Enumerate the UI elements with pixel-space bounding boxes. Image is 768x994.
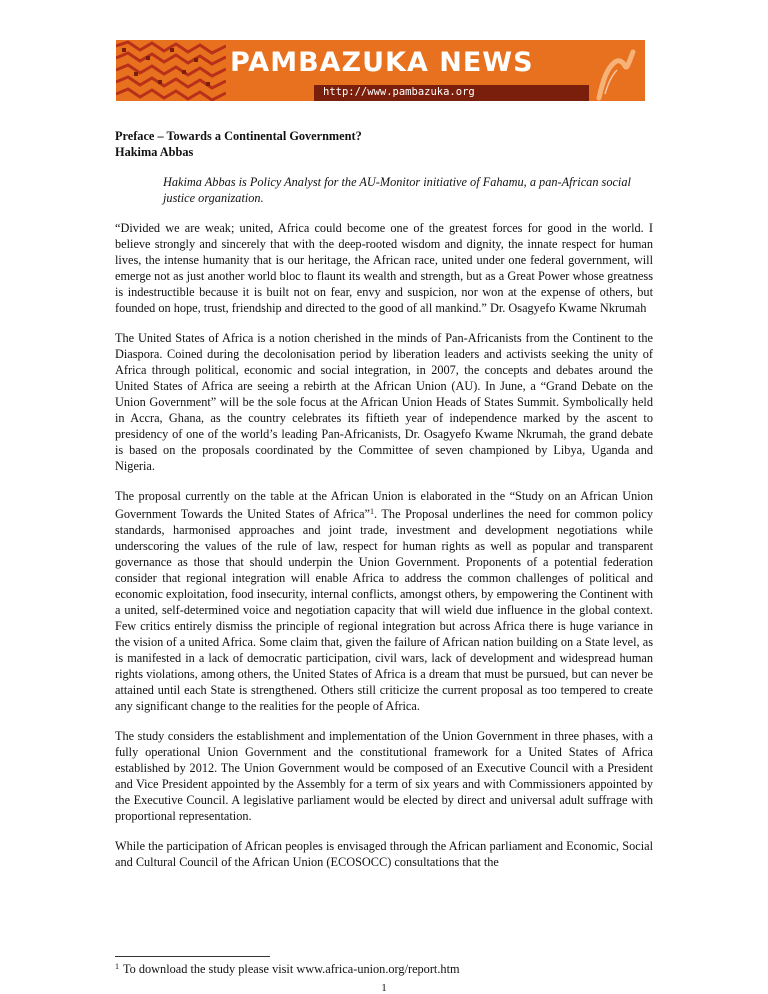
banner-url[interactable]: http://www.pambazuka.org [323, 86, 475, 98]
paragraph-intro: The United States of Africa is a notion cherished in the minds of Pan-Africanists from the Continent to the Diaspora. Coined during the decolonisation period by liberation leaders and activists seeking the unity of Africa through political, economic and social integration, in 2007, the concepts and debates around the United States of Africa are seeing a rebirth at the African Union (AU). In June, a “Grand Debate on the Union Government” will be the sole focus at the African Union Heads of States Summit. Symbolically held in Accra, Ghana, as the country celebrates its fiftieth year of independence marked by the ascent to presidency of one of the world’s leading Pan-Africanists, Dr. Osagyefo Kwame Nkrumah, the grand debate is based on the proposals coordinated by the Committee of seven championed by Libya, Uganda and Nigeria. [115, 331, 653, 473]
swoosh-logo-icon [585, 40, 645, 101]
pambazuka-banner [116, 40, 645, 101]
article-title: Preface – Towards a Continental Government? [115, 129, 362, 143]
footnote-text: To download the study please visit www.africa-union.org/report.htm [123, 962, 460, 976]
paragraph-proposal [115, 488, 653, 714]
author-bio: Hakima Abbas is Policy Analyst for the AU-Monitor initiative of Fahamu, a pan-African social justice organization. [163, 175, 631, 205]
paragraph-proposal-rest: The Proposal underlines the need for common policy standards, harmonised approaches and joint trade, investment and development negotiations while underscoring the values of the rule of law, respect for human rights as well as popular and transparent governance as those that should underpin the Union Government. Proponents of a potential federation consider that regional integration will enable Africa to address the common challenges of political and economic exploitation, food insecurity, internal conflicts, amongst others, by empowering the Continent with a united, self-determined voice and negotiation capacity that will wield due influence in the global context. Few critics entirely dismiss the principle of regional integration but across Africa there is huge variance in the vision of a united Africa. Some claim that, given the failure of African nation building on a State level, as is manifested in a lack of democratic participation, civil wars, lack of development and widespread human rights violations, among others, the United States of Africa is a dream that must be pursued, but can never be attained until each State is strengthened. Others still criticize the current proposal as too tempered to create any significant change to the realities for the people of Africa. [115, 507, 653, 713]
footnote-ref: 1 [370, 507, 374, 516]
paragraph-proposal-lead: The proposal currently on the table at the African Union is elaborated in the “Study on an African Union Government Towards the United States of Africa” [115, 489, 653, 521]
footnote-mark: 1 [115, 962, 119, 971]
paragraph-quote: “Divided we are weak; united, Africa could become one of the greatest forces for good in the world. I believe strongly and sincerely that with the deep-rooted wisdom and dignity, the innate respect for human lives, the intense humanity that is our heritage, the African race, united under one federal government, will emerge not as just another world bloc to flaunt its wealth and strength, but as a Great Power whose greatness is indestructible because it is built not on fear, envy and suspicion, nor won at the expense of others, but founded on hope, trust, friendship and directed to the good of all mankind.” Dr. Osagyefo Kwame Nkrumah [115, 221, 653, 315]
footnote-rule [115, 956, 270, 957]
paragraph-participation: While the participation of African peoples is envisaged through the African parliament and Economic, Social and Cultural Council of the African Union (ECOSOCC) consultations that the [115, 839, 653, 869]
article-body [115, 128, 653, 870]
banner-title: PAMBAZUKA NEWS [230, 47, 534, 78]
footnote [115, 959, 460, 977]
paragraph-proposal-sep: . [374, 507, 382, 521]
paragraph-study: The study considers the establishment and implementation of the Union Government in three phases, with a fully operational Union Government and the constitutional framework for a United States of Africa established by 2012. The Union Government would be composed of an Executive Council with a President and Vice President appointed by the Assembly for a term of six years and with Commissioners appointed by the Executive Council. A legislative parliament would be elected by direct and universal adult suffrage with proportional representation. [115, 729, 653, 823]
kente-pattern-icon [116, 40, 226, 101]
page-number: 1 [381, 982, 387, 994]
article-author: Hakima Abbas [115, 145, 194, 159]
